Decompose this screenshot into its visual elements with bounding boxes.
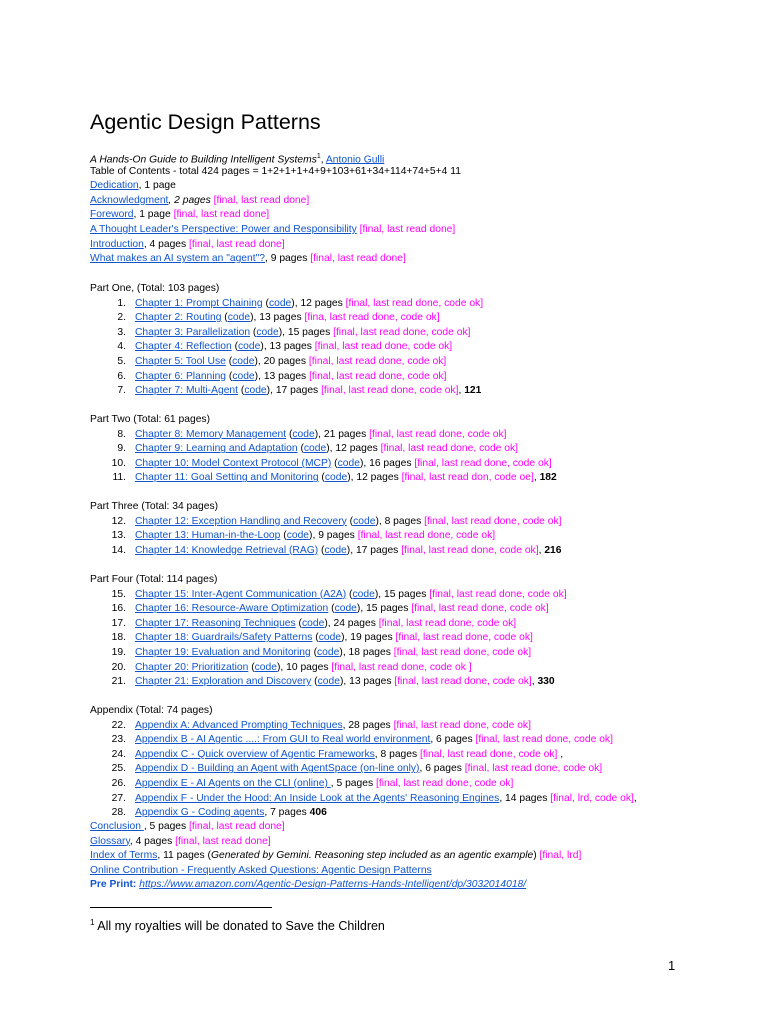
chapter-item: 9. Chapter 9: Learning and Adaptation (code), 12 pages [final, last read done, code ok] [90, 442, 750, 457]
status-badge: [final, last read done, code ok] [380, 443, 519, 455]
chapter-item: 14. Chapter 14: Knowledge Retrieval (RAG) (code), 17 pages [final, last read done, code ok], 216 [90, 544, 750, 559]
chapter-item: 2. Chapter 2: Routing (code), 13 pages [fina, last read done, code ok] [90, 311, 750, 326]
status-badge: [final, last read done, code ok] [411, 603, 549, 615]
chapter-item [90, 762, 750, 777]
chapter-link[interactable]: Chapter 13: Human-in-the-Loop [135, 530, 281, 542]
item-number: 20. [111, 661, 126, 673]
status-badge: [final, last read done, code ok] [394, 676, 532, 688]
item-number: 14. [111, 544, 126, 556]
part-heading: Part Two (Total: 61 pages) [90, 414, 211, 425]
status-badge: [final, last read done, code ok] [376, 777, 514, 789]
item-number: 7. [117, 385, 126, 397]
chapter-item: 4. Chapter 4: Reflection (code), 13 pages [final, last read done, code ok] [90, 340, 750, 355]
page-count: , 21 pages [318, 428, 370, 440]
list-item [90, 208, 750, 223]
list-item: Glossary, 4 pages [final, last read done] [90, 835, 271, 847]
chapter-item [90, 733, 750, 748]
chapter-item: 6. Chapter 6: Planning (code), 13 pages [final, last read done, code ok] [90, 370, 750, 385]
status-badge: [final, last read done] [310, 253, 406, 265]
code-link[interactable]: code [324, 544, 347, 556]
status-badge: [final, last read done] [173, 209, 270, 221]
running-total: 216 [544, 544, 562, 556]
chapter-link[interactable]: Chapter 15: Inter-Agent Communication (A2A) [135, 588, 347, 600]
status-badge: [final, last read done, code ok] [357, 530, 496, 542]
page-count: , 14 pages [499, 792, 551, 804]
item-number: 6. [117, 370, 126, 382]
chapter-link[interactable]: Chapter 19: Evaluation and Monitoring [135, 646, 311, 658]
item-number: 28. [111, 807, 126, 819]
front-matter-list [90, 179, 750, 267]
page-count: , 12 pages [350, 472, 402, 484]
chapter-item: 11. Chapter 11: Goal Setting and Monitoring (code), 12 pages [final, last read don, code oe], 182 [90, 471, 750, 486]
chapter-item: 18. Chapter 18: Guardrails/Safety Patterns (code), 19 pages [final, last read done, code ok] [90, 631, 750, 646]
chapter-link[interactable]: Appendix B - AI Agentic ....: From GUI to Real world environment [135, 734, 431, 746]
chapter-item: 3. Chapter 3: Parallelization (code), 15 pages [final, last read done, code ok] [90, 326, 750, 341]
code-link[interactable]: code [256, 326, 279, 338]
code-link[interactable]: code [268, 297, 292, 309]
code-link[interactable]: code [232, 355, 255, 367]
item-number: 8. [117, 428, 126, 440]
chapter-item: 8. Chapter 8: Memory Management (code), 21 pages [final, last read done, code ok] [90, 428, 750, 443]
part-heading: Part Three (Total: 34 pages) [90, 501, 219, 512]
page-count: , 6 pages [419, 763, 465, 775]
code-link[interactable]: code [317, 676, 340, 688]
chapter-item: 27. Appendix F - Under the Hood: An Inside Look at the Agents' Reasoning Engines, 14 pages [final, lrd, code ok], [90, 792, 750, 807]
status-badge: [final, last read done, code ok] [308, 355, 447, 367]
item-number: 23. [111, 734, 126, 746]
item-number: 16. [111, 603, 126, 615]
code-link[interactable]: code [232, 370, 255, 382]
page-count: , 12 pages [294, 297, 346, 309]
page-count: , 19 pages [344, 632, 396, 644]
chapter-link[interactable]: Chapter 9: Learning and Adaptation [135, 443, 298, 455]
item-number: 26. [111, 777, 126, 789]
list-item [90, 223, 750, 238]
status-badge: [final, last read done, code ok] [395, 632, 533, 644]
preprint-line: Pre Print: https://www.amazon.com/Agentic-Design-Patterns-Hands-Intelligent/dp/3032014018/ [90, 879, 527, 891]
code-link[interactable]: code [238, 341, 261, 353]
status-badge: [final, last read done, code ok] [345, 297, 484, 309]
page-count: , 15 pages [378, 588, 430, 600]
chapter-link[interactable]: Chapter 7: Multi-Agent [135, 385, 239, 397]
chapter-item: 19. Chapter 19: Evaluation and Monitoring (code), 18 pages [final, last read done, code ok] [90, 646, 750, 661]
list-item [90, 864, 750, 879]
chapter-item [90, 777, 750, 792]
code-link[interactable]: code [317, 646, 340, 658]
chapter-link[interactable]: Chapter 21: Exploration and Discovery [135, 676, 312, 688]
item-number: 1. [117, 297, 126, 309]
page-count: , 24 pages [327, 617, 379, 629]
status-badge: [final, last read done, code ok] [414, 457, 552, 469]
chapter-item: 16. Chapter 16: Resource-Aware Optimization (code), 15 pages [final, last read done, code ok] [90, 602, 750, 617]
code-link[interactable]: code [303, 443, 327, 455]
toc-summary: Table of Contents - total 424 pages = 1+2+1+1+4+9+103+61+34+114+74+5+4 11 [90, 165, 461, 177]
part-heading: Part Four (Total: 114 pages) [90, 574, 218, 585]
chapter-link[interactable]: Chapter 16: Resource-Aware Optimization [135, 603, 329, 615]
part-heading: Appendix (Total: 74 pages) [90, 705, 213, 716]
running-total: 406 [309, 807, 327, 819]
index-link[interactable]: Index of Terms [90, 850, 158, 862]
page-count: , 1 page [133, 209, 174, 221]
part-section [90, 500, 750, 558]
status-badge: [fina, last read done, code ok] [304, 312, 440, 324]
page-number: 1 [668, 958, 676, 973]
part-heading: Part One, (Total: 103 pages) [90, 283, 220, 294]
page-count: , 4 pages [143, 238, 190, 250]
chapter-link[interactable]: Chapter 5: Tool Use [135, 355, 226, 367]
item-number: 5. [117, 355, 126, 367]
item-number: 2. [117, 312, 126, 324]
running-total: 121 [464, 385, 482, 397]
code-link[interactable]: code [227, 312, 251, 324]
chapter-item: 5. Chapter 5: Tool Use (code), 20 pages [final, last read done, code ok] [90, 355, 750, 370]
header-block [90, 150, 750, 267]
list-item: Conclusion , 5 pages [final, last read done] [90, 821, 285, 832]
chapter-link[interactable]: Chapter 1: Prompt Chaining [135, 297, 263, 309]
chapter-link[interactable]: Chapter 17: Reasoning Techniques [135, 617, 296, 629]
status-badge: [final, lrd] [539, 850, 582, 862]
chapter-list [90, 588, 750, 690]
code-link[interactable]: code [254, 661, 277, 673]
item-number: 21. [111, 676, 126, 688]
chapter-link[interactable]: Chapter 3: Parallelization [135, 326, 251, 338]
chapter-link[interactable]: Appendix A: Advanced Prompting Techniques [135, 719, 343, 731]
page-count: , 15 pages [360, 603, 412, 615]
status-badge: [final, last read done, code ok] [378, 617, 517, 629]
status-badge: [final, last read don, code oe] [401, 472, 534, 484]
status-badge: [final, lrd, code ok] [550, 792, 634, 804]
page-count: , 12 pages [329, 443, 381, 455]
chapter-link[interactable]: Chapter 8: Memory Management [135, 428, 287, 440]
chapter-item: 10. Chapter 10: Model Context Protocol (MCP) (code), 16 pages [final, last read done, code ok] [90, 457, 750, 472]
item-number: 17. [111, 617, 126, 629]
chapter-link[interactable]: Chapter 2: Routing [135, 312, 222, 324]
item-number: 3. [117, 326, 126, 338]
status-badge: [final, last read done, code ok ] [331, 661, 472, 673]
chapter-item: 1. Chapter 1: Prompt Chaining (code), 12 pages [final, last read done, code ok] [90, 297, 750, 312]
code-link[interactable]: code [286, 530, 310, 542]
page-count: , 18 pages [342, 646, 394, 658]
chapter-item: 15. Chapter 15: Inter-Agent Communication (A2A) (code), 15 pages [final, last read done, code ok] [90, 588, 750, 603]
page-count: , 8 pages [378, 515, 425, 527]
part-section [90, 573, 750, 690]
subtitle-line: A Hands-On Guide to Building Intelligent Systems$^1$, Antonio Gulli [90, 153, 385, 166]
item-number: 13. [111, 530, 126, 542]
part-section [90, 413, 750, 486]
page-count: , 8 pages [374, 748, 421, 760]
code-link[interactable]: code [244, 385, 267, 397]
status-badge: [final, last read done] [189, 821, 285, 832]
page-count: , 17 pages [270, 385, 322, 397]
page-count: , 5 pages [330, 777, 376, 789]
code-link[interactable]: code [337, 457, 360, 469]
item-number: 11. [112, 472, 126, 484]
list-item [90, 194, 750, 209]
chapter-list [90, 719, 750, 821]
chapter-item: 17. Chapter 17: Reasoning Techniques (code), 24 pages [final, last read done, code ok] [90, 617, 750, 632]
status-badge: [final, last read done, code ok] [393, 646, 532, 658]
code-link[interactable]: code [324, 472, 348, 484]
status-badge: [final, last read done, code ok] [309, 370, 447, 382]
front-matter-link[interactable]: A Thought Leader's Perspective: Power and Responsibility [90, 223, 357, 235]
status-badge: [final, last read done, code ok] [393, 719, 531, 731]
front-matter-link[interactable]: Dedication [90, 180, 139, 192]
chapter-item: 7. Chapter 7: Multi-Agent (code), 17 pages [final, last read done, code ok], 121 [90, 384, 750, 399]
running-total: 330 [537, 676, 555, 688]
status-badge: [final, last read done, code ok] [369, 428, 507, 440]
chapter-item: 20. Chapter 20: Prioritization (code), 10 pages [final, last read done, code ok ] [90, 661, 750, 676]
chapter-link[interactable]: Chapter 11: Goal Setting and Monitoring [135, 472, 319, 484]
status-badge: [final, last read done] [213, 194, 310, 206]
chapter-link[interactable]: Appendix F - Under the Hood: An Inside Look at the Agents' Reasoning Engines [135, 792, 500, 804]
page-count: , 10 pages [280, 661, 332, 673]
status-badge: [final, last read done, code ok] [424, 515, 562, 527]
front-matter-link[interactable]: What makes an AI system an "agent"? [90, 253, 266, 265]
status-badge: [final, last read done] [359, 223, 456, 235]
glossary-link[interactable]: Glossary [90, 835, 130, 847]
document-title: Agentic Design Patterns [90, 110, 321, 134]
item-number: 27. [111, 792, 126, 804]
page-count: , 13 pages [343, 676, 395, 688]
page-count: , 13 pages [258, 370, 310, 382]
page-count: , 9 pages [265, 253, 311, 265]
status-badge: [final, last read done] [175, 835, 271, 847]
item-number: 4. [117, 341, 126, 353]
chapter-link[interactable]: Chapter 14: Knowledge Retrieval (RAG) [135, 544, 319, 556]
conclusion-link[interactable]: Conclusion [90, 821, 144, 832]
list-item [90, 179, 750, 194]
footnote-ref[interactable]: 1 [316, 153, 321, 160]
part-section [90, 704, 750, 821]
status-badge: [final, last read done, code ok] [429, 588, 567, 600]
subtitle: A Hands-On Guide to Building Intelligent Systems [90, 154, 317, 166]
page-count: , 28 pages [342, 719, 394, 731]
chapter-item: 24. Appendix C - Quick overview of Agentic Frameworks, 8 pages [final, last read done, code ok] , [90, 748, 750, 763]
status-badge: [final, last read done, code ok] [475, 734, 613, 746]
front-matter-link[interactable]: Introduction [90, 238, 144, 250]
code-link[interactable]: code [352, 588, 375, 600]
item-number: 15. [111, 588, 126, 600]
page-count: , 7 pages [264, 807, 310, 819]
status-badge: [final, last read done, code ok] [314, 341, 453, 353]
footnote-divider [90, 907, 272, 908]
page-count: , 20 pages [257, 355, 309, 367]
page-count: , 16 pages [363, 457, 415, 469]
chapter-item [90, 719, 750, 734]
item-number: 25. [111, 763, 126, 775]
status-badge: [final, last read done, code ok] [420, 748, 558, 760]
chapter-link[interactable]: Chapter 20: Prioritization [135, 661, 249, 673]
code-link[interactable]: code [334, 603, 357, 615]
chapter-item: 12. Chapter 12: Exception Handling and Recovery (code), 8 pages [final, last read done, code ok] [90, 515, 750, 530]
front-matter-link[interactable]: Acknowledgment [90, 194, 169, 206]
chapter-list [90, 515, 750, 559]
chapter-item: 21. Chapter 21: Exploration and Discovery (code), 13 pages [final, last read done, code ok], 330 [90, 675, 750, 690]
chapter-list [90, 297, 750, 399]
item-number: 24. [111, 748, 126, 760]
online-contribution-link[interactable]: Online Contribution - Frequently Asked Questions: Agentic Design Patterns [90, 864, 432, 876]
page-count: , 9 pages [312, 530, 358, 542]
chapter-link[interactable]: Chapter 12: Exception Handling and Recovery [135, 515, 347, 527]
item-number: 22. [111, 719, 126, 731]
back-matter-list [90, 820, 750, 893]
item-number: 10. [111, 457, 126, 469]
status-badge: [final, last read done, code ok] [464, 763, 603, 775]
chapter-item: 13. Chapter 13: Human-in-the-Loop (code), 9 pages [final, last read done, code ok] [90, 529, 750, 544]
chapter-link[interactable]: Appendix D - Building an Agent with AgentSpace (on-line only) [135, 763, 420, 775]
page-count: , 1 page [138, 180, 176, 192]
preprint-label: Pre Print [90, 879, 133, 891]
chapter-item [90, 806, 750, 821]
list-item [90, 238, 750, 253]
item-number: 18. [111, 632, 126, 644]
code-link[interactable]: code [292, 428, 315, 440]
code-link[interactable]: code [353, 515, 376, 527]
chapter-link[interactable]: Appendix E - AI Agents on the CLI (online) [135, 777, 331, 789]
part-section [90, 282, 750, 399]
item-number: 9. [117, 443, 126, 455]
status-badge: [final, last read done, code ok] [321, 385, 459, 397]
chapter-link[interactable]: Appendix G - Coding agents [135, 807, 265, 819]
item-number: 12. [111, 515, 126, 527]
status-badge: [final, last read done, code ok] [401, 544, 539, 556]
code-link[interactable]: code [301, 617, 325, 629]
page-count: , 17 pages [350, 544, 402, 556]
running-total: 182 [539, 472, 557, 484]
chapter-link[interactable]: Chapter 10: Model Context Protocol (MCP) [135, 457, 332, 469]
preprint-url-link[interactable]: https://www.amazon.com/Agentic-Design-Patterns-Hands-Intelligent/dp/3032014018/ [139, 879, 527, 891]
page-count: , 13 pages [253, 312, 305, 324]
status-badge: [final, last read done] [189, 238, 285, 250]
list-item: Index of Terms, 11 pages (Generated by Gemini. Reasoning step included as an agentic example) [final, lrd] [90, 850, 582, 862]
author-link[interactable]: Antonio Gulli [325, 154, 385, 166]
page-count: , 15 pages [282, 326, 334, 338]
page-count: , 2 pages [168, 194, 214, 206]
chapter-link[interactable]: Chapter 4: Reflection [135, 341, 232, 353]
footnote: $^1$ All my royalties will be donated to Save the Children [90, 918, 385, 934]
item-number: 19. [111, 646, 126, 658]
page-count: , 13 pages [263, 341, 315, 353]
status-badge: [final, last read done, code ok] [333, 326, 471, 338]
list-item [90, 252, 750, 267]
chapter-list [90, 428, 750, 486]
page-count: , 6 pages [430, 734, 476, 746]
code-link[interactable]: code [318, 632, 342, 644]
chapter-link[interactable]: Chapter 6: Planning [135, 370, 227, 382]
front-matter-link[interactable]: Foreword [90, 209, 134, 221]
chapter-link[interactable]: Chapter 18: Guardrails/Safety Patterns [135, 632, 313, 644]
chapter-link[interactable]: Appendix C - Quick overview of Agentic Frameworks [135, 748, 375, 760]
